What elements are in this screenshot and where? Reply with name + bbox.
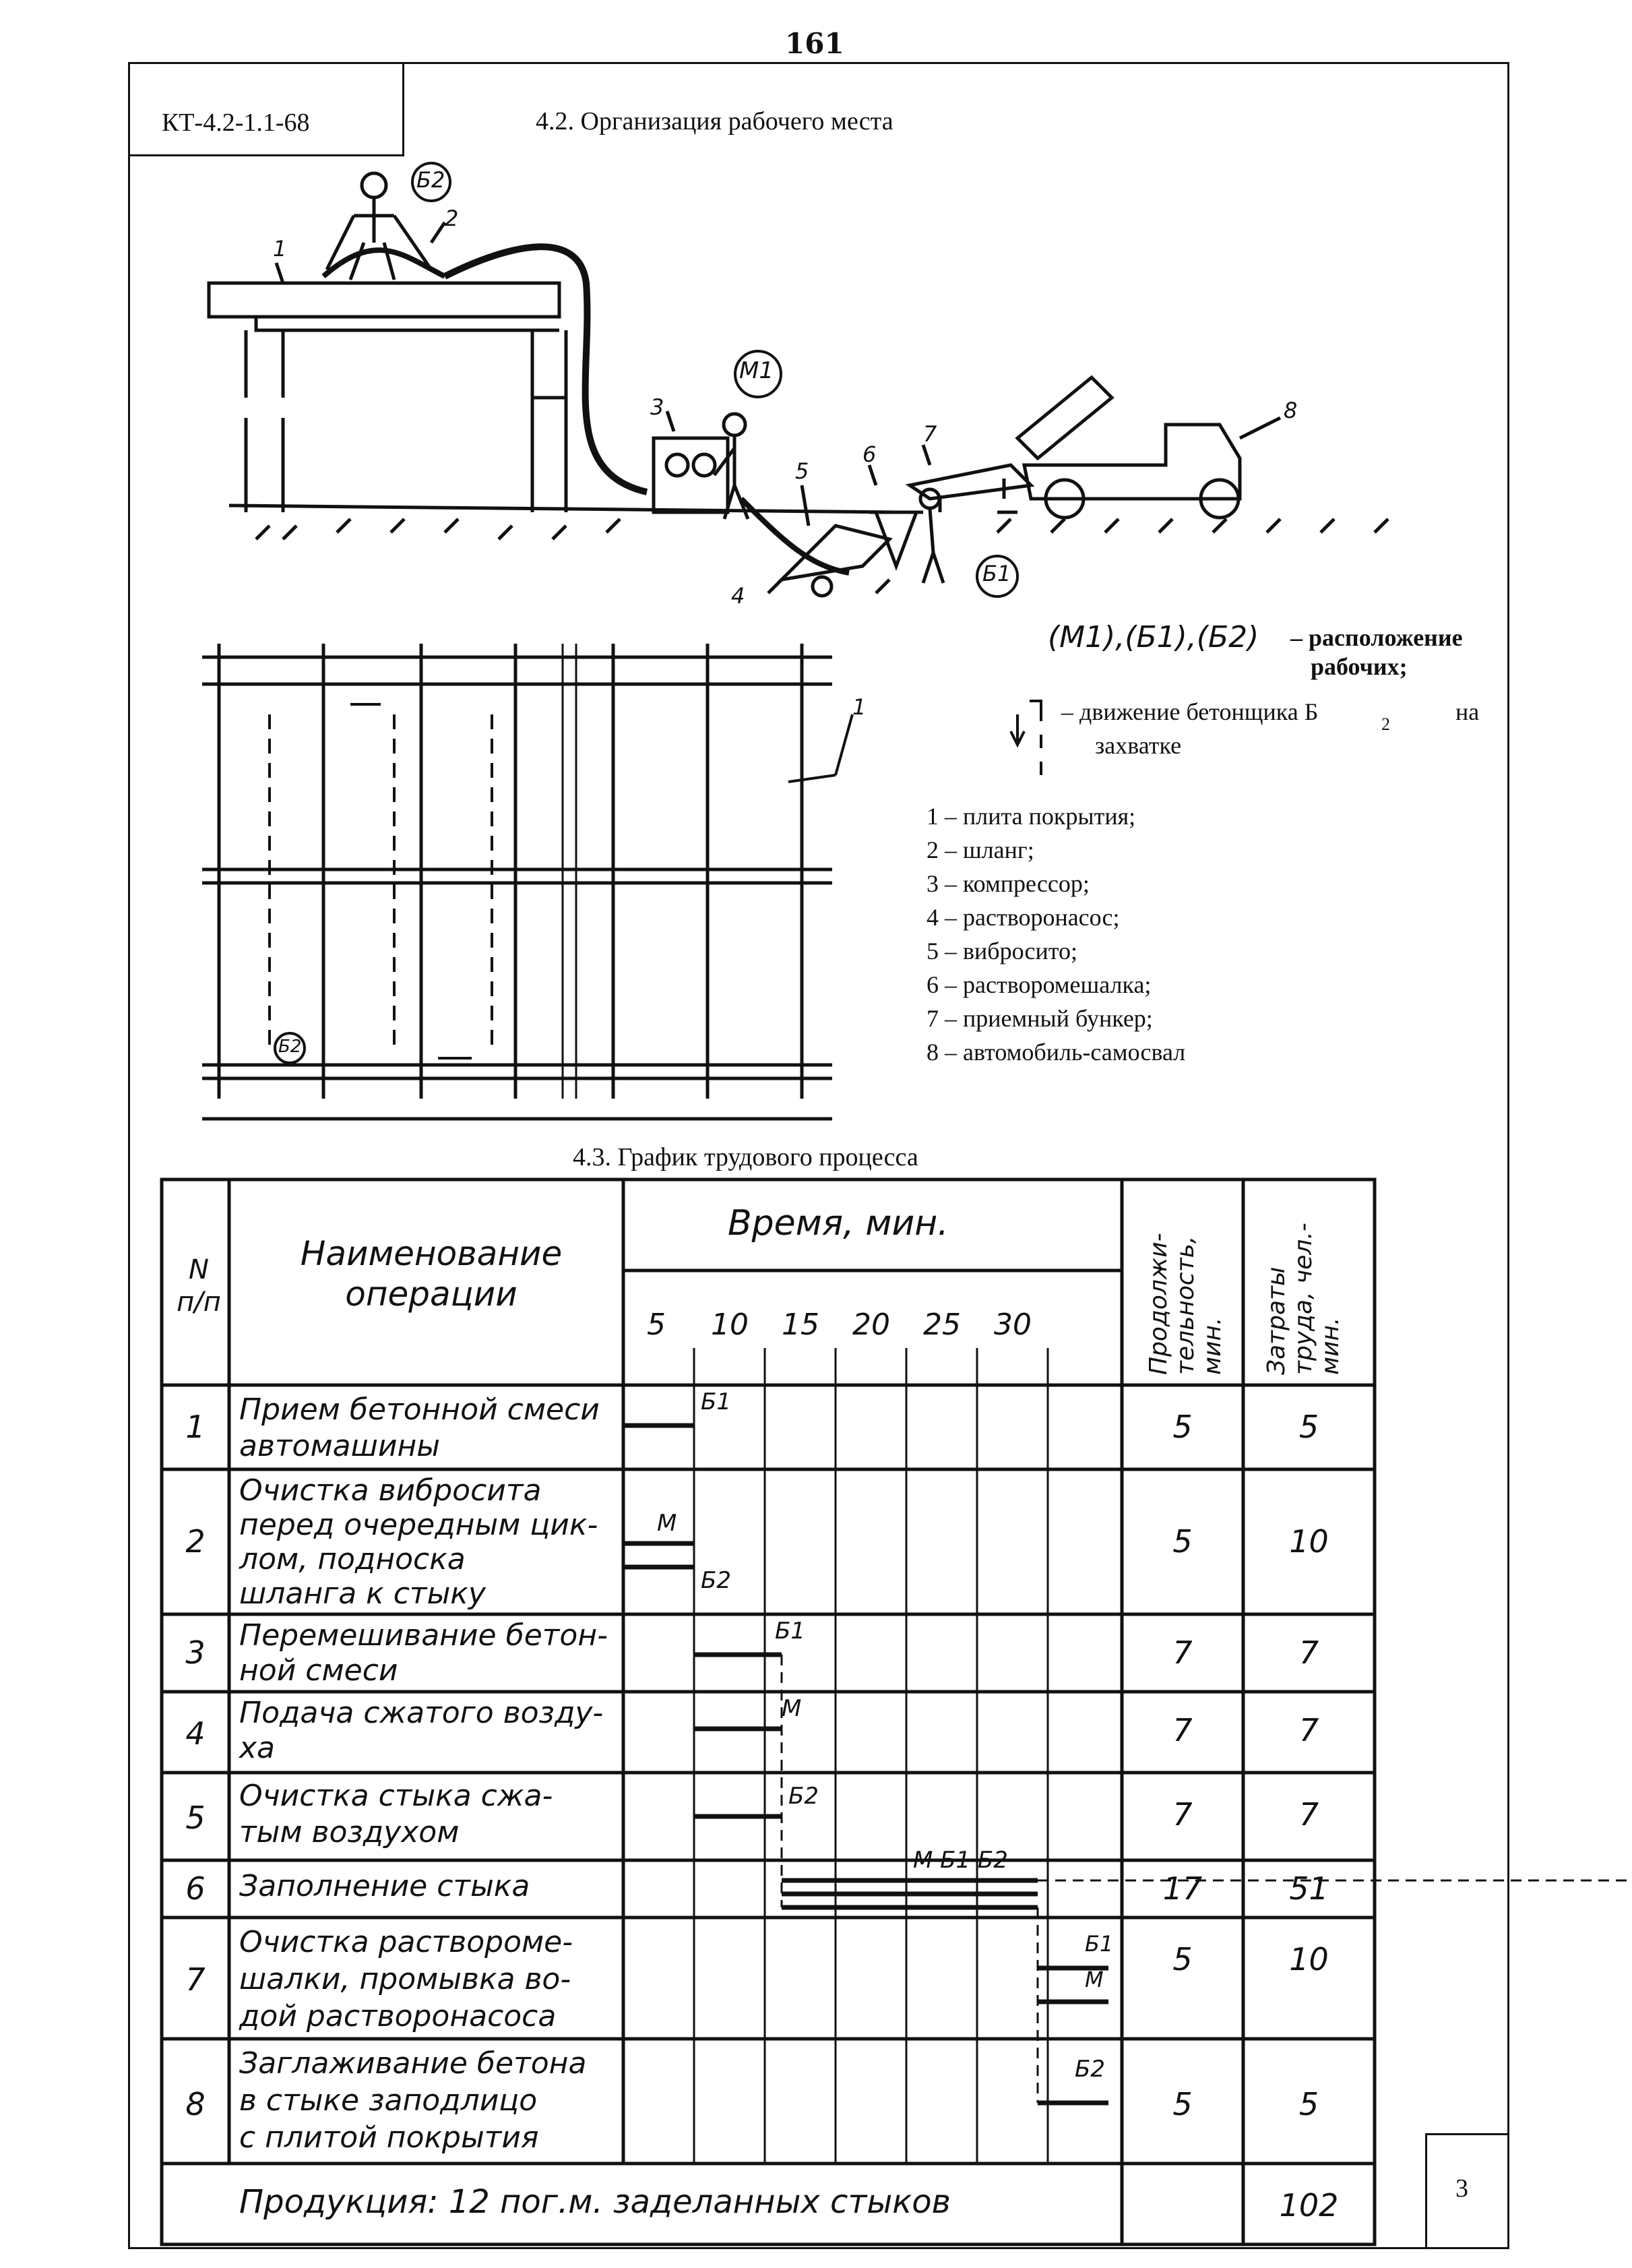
footer-product: Продукция: 12 пог.м. заделанных стыков: [239, 2183, 951, 2221]
row5-labor: 7: [1298, 1796, 1319, 1833]
row1-op-line2: автомашины: [239, 1429, 440, 1463]
row3-duration: 7: [1172, 1634, 1193, 1671]
mark-b1: Б1: [982, 561, 1011, 586]
mark-m1: М1: [739, 357, 774, 384]
row7-num: 7: [185, 1961, 206, 1998]
row2-duration: 5: [1172, 1523, 1193, 1560]
label-4: 4: [731, 583, 745, 609]
label-3: 3: [650, 394, 664, 420]
row2-mark-b2: Б2: [701, 1567, 731, 1594]
row7-labor: 10: [1289, 1941, 1329, 1978]
row3-op-line1: Перемешивание бетон-: [239, 1618, 608, 1653]
row7-op-line1: Очистка растворомe-: [239, 1925, 573, 1959]
row4-labor: 7: [1298, 1712, 1319, 1748]
label-2: 2: [445, 206, 459, 231]
row6-op-line1: Заполнение стыка: [239, 1869, 530, 1903]
legend-movement-sub: 2: [1381, 714, 1390, 734]
row3-op-line2: ной смеси: [239, 1653, 398, 1688]
header-operation: Наименование операции: [300, 1234, 563, 1314]
tick-20: 20: [852, 1308, 890, 1342]
legend-item-8: 8 – автомобиль-самосвал: [927, 1039, 1186, 1066]
label-6: 6: [862, 441, 877, 467]
row8-labor: 5: [1298, 2086, 1319, 2122]
row2-op-line2: перед очередным цик-: [239, 1508, 598, 1542]
row1-num: 1: [185, 1409, 206, 1445]
legend-worker-symbols: (М1),(Б1),(Б2): [1048, 620, 1259, 654]
row8-op-line3: с плитой покрытия: [239, 2120, 539, 2155]
row6-labor: 51: [1289, 1870, 1329, 1907]
section-43-title: 4.3. График трудового процесса: [573, 1143, 918, 1171]
row1-op-line1: Прием бетонной смеси: [239, 1392, 600, 1427]
footer-total: 102: [1279, 2187, 1339, 2224]
label-8: 8: [1284, 398, 1298, 423]
legend-item-5: 5 – вибросито;: [927, 938, 1077, 964]
row2-mark-m: М: [657, 1510, 677, 1537]
legend-item-7: 7 – приемный бункер;: [927, 1005, 1153, 1032]
bar-row2: [623, 1543, 694, 1567]
doc-code: КТ-4.2-1.1-68: [162, 109, 310, 137]
tick-15: 15: [782, 1308, 819, 1342]
tick-30: 30: [994, 1308, 1032, 1342]
row5-duration: 7: [1172, 1796, 1193, 1833]
header-labor: Затраты труда, чел.-мин.: [1263, 1223, 1344, 1375]
row1-duration: 5: [1172, 1409, 1193, 1445]
header-duration: Продолжи-тельность, мин.: [1145, 1233, 1226, 1375]
legend-item-2: 2 – шланг;: [927, 836, 1034, 863]
row2-op-line1: Очистка вибросита: [239, 1473, 542, 1508]
tick-10: 10: [711, 1308, 749, 1342]
legend-item-3: 3 – компрессор;: [927, 870, 1090, 897]
row8-op-line1: Заглаживание бетона: [239, 2046, 587, 2081]
header-time: Время, мин.: [728, 1203, 949, 1244]
row2-op-line4: шланга к стыку: [239, 1576, 486, 1611]
row2-labor: 10: [1289, 1523, 1329, 1560]
row2-num: 2: [185, 1523, 206, 1560]
legend-workers-1: – расположение: [1290, 624, 1463, 651]
row6-num: 6: [185, 1870, 206, 1907]
label-5: 5: [795, 458, 809, 484]
label-7: 7: [923, 421, 937, 447]
legend-movement-3: захватке: [1095, 732, 1182, 759]
row4-mark: М: [782, 1695, 802, 1722]
row8-num: 8: [185, 2086, 206, 2122]
legend-item-6: 6 – растворомешалка;: [927, 971, 1152, 998]
row3-num: 3: [185, 1634, 206, 1671]
row7-mark-m: М: [1085, 1967, 1104, 1992]
row7-mark-b1: Б1: [1085, 1931, 1114, 1957]
gantt-bars: [623, 1426, 1108, 2103]
mark-b2: Б2: [416, 167, 445, 193]
plan-label-1: 1: [852, 694, 867, 720]
legend-item-4: 4 – растворонасос;: [927, 904, 1120, 931]
row7-op-line3: дой растворонасоса: [239, 1999, 557, 2033]
row7-duration: 5: [1172, 1941, 1193, 1978]
row8-duration: 5: [1172, 2086, 1193, 2122]
row8-mark: Б2: [1075, 2056, 1105, 2083]
sheet-number: 3: [1455, 2174, 1468, 2203]
row3-mark: Б1: [775, 1618, 805, 1645]
row1-labor: 5: [1298, 1409, 1319, 1445]
row6-duration: 17: [1162, 1870, 1203, 1907]
row5-num: 5: [185, 1800, 206, 1836]
legend-item-1: 1 – плита покрытия;: [927, 803, 1136, 830]
plan-mark-b2: Б2: [278, 1037, 302, 1057]
row5-mark: Б2: [788, 1783, 819, 1810]
row3-labor: 7: [1298, 1634, 1319, 1671]
row4-op-line1: Подача сжатого возду-: [239, 1696, 604, 1730]
row2-op-line3: лом, подноска: [239, 1542, 466, 1576]
bar-row6: [782, 1880, 1038, 1907]
row4-op-line2: ха: [239, 1731, 276, 1765]
tick-25: 25: [923, 1308, 961, 1342]
legend-movement-1: – движение бетонщика Б: [1061, 698, 1319, 725]
row6-mark: М Б1 Б2: [913, 1847, 1008, 1874]
row4-num: 4: [185, 1715, 206, 1752]
row5-op-line1: Очистка стыка сжа-: [239, 1779, 553, 1813]
row1-mark: Б1: [701, 1388, 731, 1415]
row8-op-line2: в стыке заподлицо: [239, 2083, 538, 2118]
row4-duration: 7: [1172, 1712, 1193, 1748]
tick-5: 5: [647, 1308, 666, 1342]
row5-op-line2: тым воздухом: [239, 1815, 460, 1849]
label-1: 1: [273, 236, 287, 262]
legend-movement-2: на: [1455, 698, 1480, 725]
legend-workers-2: рабочих;: [1311, 653, 1408, 680]
section-42-title: 4.2. Организация рабочего места: [536, 107, 893, 135]
page-number: 161: [785, 27, 844, 60]
row7-op-line2: шалки, промывка во-: [239, 1962, 571, 1996]
header-num: N п/п: [177, 1254, 221, 1318]
